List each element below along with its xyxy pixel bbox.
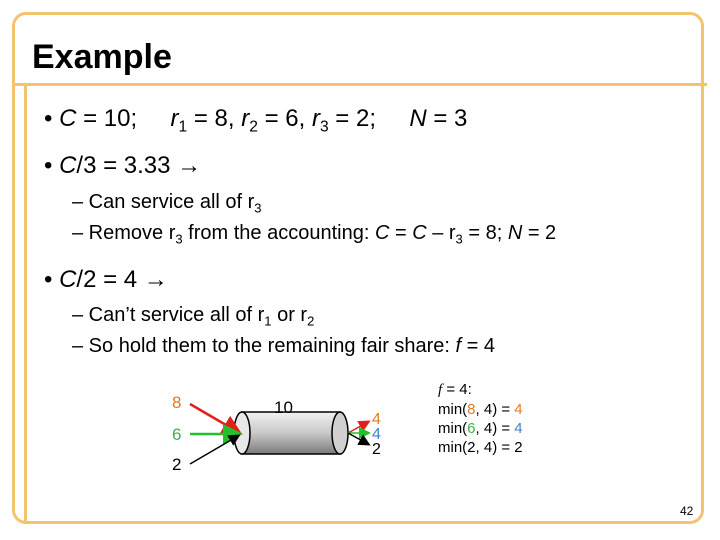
page-number: 42 <box>680 504 694 518</box>
value: 2 <box>467 439 476 456</box>
subscript: 1 <box>264 313 272 329</box>
text: , 4) = <box>475 439 515 456</box>
bullet-marker: • <box>44 266 53 293</box>
bullet-marker: • <box>44 152 53 179</box>
bullet-3 <box>44 266 168 294</box>
var-c: C <box>374 222 390 244</box>
value: 8 <box>467 401 476 418</box>
text: = 4: <box>442 381 472 398</box>
text: or r <box>271 304 308 326</box>
subscript: 2 <box>307 313 315 329</box>
formula-header <box>438 380 523 400</box>
dash: – <box>72 191 84 213</box>
var-n: N <box>507 222 523 244</box>
text: /3 = 3.33 → <box>76 152 202 179</box>
var-r: r <box>311 105 320 132</box>
formula-block <box>438 380 523 457</box>
subscript: 2 <box>249 118 258 136</box>
bullet-1 <box>44 105 467 136</box>
var-r: r <box>241 105 250 132</box>
text: Can’t service all of r <box>83 304 265 326</box>
pipe-outlet <box>332 412 348 454</box>
dash: – <box>72 222 84 244</box>
text: = 4 <box>461 335 496 357</box>
subscript: 3 <box>254 200 262 216</box>
out-arrow-3 <box>348 433 368 444</box>
text: = 6, <box>257 105 312 132</box>
var-c: C <box>59 152 77 179</box>
text: min( <box>438 439 468 456</box>
text: = 10; <box>76 105 171 132</box>
bullet-2 <box>44 152 201 180</box>
left-rule <box>24 86 27 524</box>
subscript: 3 <box>175 231 183 247</box>
subscript: 3 <box>319 118 329 136</box>
text: min( <box>438 401 468 418</box>
title-divider <box>12 83 707 86</box>
subbullet-3-2 <box>72 335 495 358</box>
var-c: C <box>412 222 427 244</box>
text: /2 = 4 → <box>76 266 168 293</box>
subbullet-3-1 <box>72 304 314 329</box>
var-f: f <box>438 382 443 398</box>
value: 6 <box>467 420 476 437</box>
text: Can service all of r <box>83 191 255 213</box>
output-label-r2: 4 <box>372 426 381 443</box>
text: = <box>389 222 413 244</box>
text: min( <box>438 420 468 437</box>
input-label-r3: 2 <box>172 455 182 474</box>
subbullet-2-2 <box>72 222 556 247</box>
text: Remove r <box>83 222 176 244</box>
subscript: 1 <box>178 118 188 136</box>
formula-line-1 <box>438 400 523 419</box>
output-label-r3: 2 <box>372 441 381 458</box>
output-label-r1: 4 <box>372 411 381 428</box>
text: from the accounting: <box>182 222 375 244</box>
formula-line-3 <box>438 438 523 457</box>
text: = 3 <box>426 105 468 132</box>
flow-arrow-r1 <box>190 404 238 432</box>
text: So hold them to the remaining fair share: <box>83 335 456 357</box>
text: = 8, <box>187 105 242 132</box>
var-n: N <box>409 105 427 132</box>
slide-title: Example <box>32 38 172 76</box>
dash: – <box>72 335 84 357</box>
text: , 4) = <box>475 401 515 418</box>
flow-arrow-r3 <box>190 436 238 464</box>
result: 4 <box>514 420 523 437</box>
input-label-r2: 6 <box>172 425 182 444</box>
pipe-body <box>242 412 340 454</box>
pipe-diagram <box>160 370 400 480</box>
bullet-marker: • <box>44 105 53 132</box>
input-label-r1: 8 <box>172 393 182 412</box>
var-c: C <box>59 266 77 293</box>
result: 2 <box>514 439 523 456</box>
text: , 4) = <box>475 420 515 437</box>
formula-line-2 <box>438 419 523 438</box>
subscript: 3 <box>455 231 463 247</box>
subbullet-2-1 <box>72 191 262 216</box>
dash: – <box>72 304 84 326</box>
capacity-label: 10 <box>274 398 293 417</box>
text: – r <box>426 222 456 244</box>
var-r: r <box>170 105 179 132</box>
text: = 2 <box>522 222 557 244</box>
var-f: f <box>455 335 462 357</box>
text: = 2; <box>328 105 410 132</box>
var-c: C <box>59 105 77 132</box>
out-arrow-1 <box>348 422 368 433</box>
text: = 8; <box>462 222 508 244</box>
result: 4 <box>514 401 523 418</box>
